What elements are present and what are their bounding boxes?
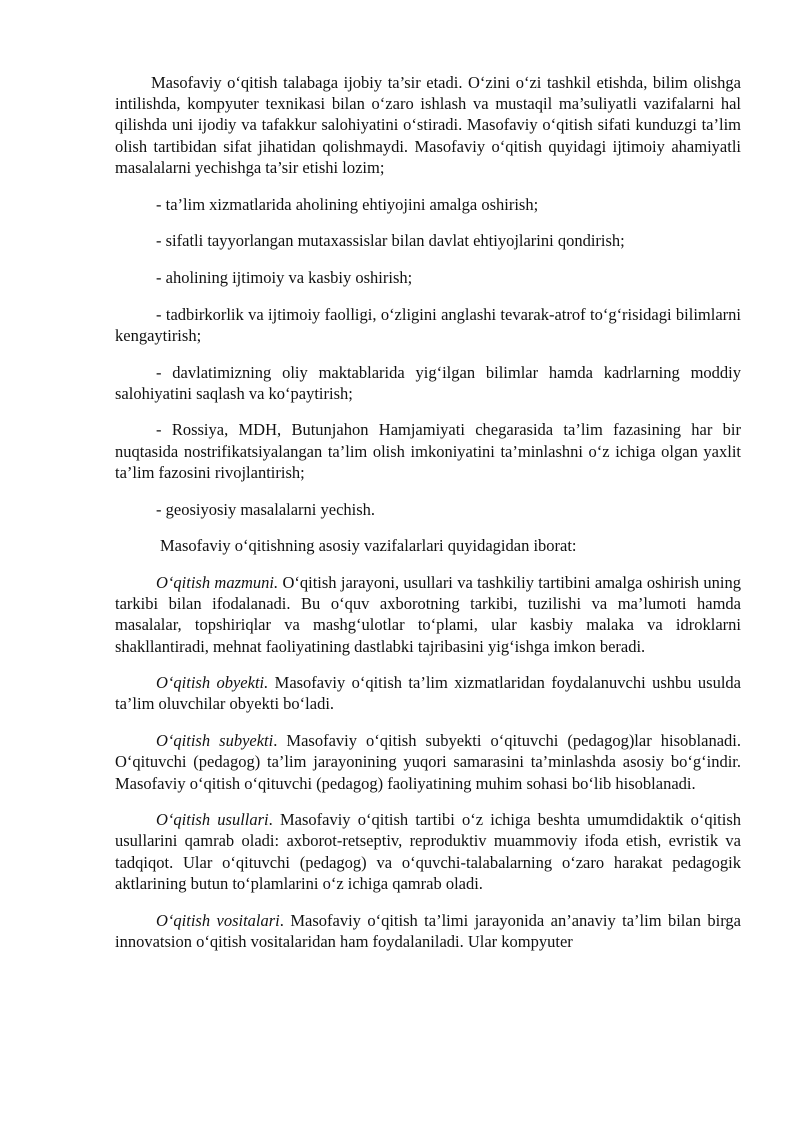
paragraph-content: O‘qitish mazmuni. O‘qitish jarayoni, usullari va tashkiliy tartibini amalga oshirish uning tarkibi bilan ifodalanadi. Bu o‘quv axborotning tarkibi, tuzilishi va ma’lumoti hamda masalalar, topshiriqlar va mashg‘ulotlar to‘plami, ular kasbiy malaka va idroklarni shakllantiradi, mehnat faoliyatining dastlabki tajribasini yig‘ishga imkon beradi. [115, 572, 742, 656]
list-item: - Rossiya, MDH, Butunjahon Hamjamiyati chegarasida ta’lim fazasining har bir nuqtasida nostrifikatsiyalangan ta’lim olish imkoniyatini ta’minlashni o‘z ichiga olgan yaxlit ta’lim fazosini rivojlantirish; [115, 420, 741, 482]
paragraph-intro: Masofaviy o‘qitish talabaga ijobiy ta’sir etadi. O‘zini o‘zi tashkil etishda, bilim olishga intilishda, kompyuter texnikasi bilan o‘zaro ishlash va mustaqil ma’suliyatli vazifalarni hal qilishda uni ijodiy va tafakkur salohiyatini o‘stiradi. Masofaviy o‘qitish sifati kunduzgi ta’lim olish tartibidan sifat jihatidan qolishmaydi. Masofaviy o‘qitish quyidagi ijtimoiy ahamiyatli masalalarni yechishga ta’sir etishi lozim; [115, 73, 741, 177]
paragraph-tasks-intro: Masofaviy o‘qitishning asosiy vazifalarlari quyidagidan iborat: [160, 536, 577, 556]
term-label: O‘qitish usullari [156, 810, 269, 830]
list-item: - geosiyosiy masalalarni yechish. [156, 499, 376, 519]
list-item: - davlatimizning oliy maktablarida yig‘ilgan bilimlar hamda kadrlarning moddiy salohiyatini saqlash va ko‘paytirish; [115, 362, 741, 403]
paragraph-object: O‘qitish obyekti. Masofaviy o‘qitish ta’lim xizmatlaridan foydalanuvchi ushbu usulda ta’lim oluvchilar obyekti bo‘ladi. [115, 673, 741, 714]
paragraph-tools: O‘qitish vositalari. Masofaviy o‘qitish ta’limi jarayonida an’anaviy ta’lim bilan birga innovatsion o‘qitish vositalaridan ham foydalaniladi. Ular kompyuter [115, 910, 741, 951]
term-label: O‘qitish obyekti. [156, 673, 269, 693]
list-item: - tadbirkorlik va ijtimoiy faolligi, o‘zligini anglashi tevarak-atrof to‘g‘risidagi bilimlarni kengaytirish; [115, 304, 741, 345]
term-label: O‘qitish mazmuni. [156, 572, 279, 592]
term-label: O‘qitish vositalari [156, 910, 280, 930]
list-item: - aholining ijtimoiy va kasbiy oshirish; [156, 267, 413, 287]
paragraph-subject: O‘qitish subyekti. Masofaviy o‘qitish subyekti o‘qituvchi (pedagog)lar hisoblanadi. O‘qituvchi (pedagog) ta’lim jarayonining yuqori samarasini ta’minlashda asosiy bo‘g‘indir. Masofaviy o‘qitish o‘qituvchi (pedagog) faoliyatining muhim sohasi bo‘lib hisoblanadi. [115, 731, 741, 793]
list-item: - sifatli tayyorlangan mutaxassislar bilan davlat ehtiyojlarini qondirish; [156, 231, 625, 251]
list-item: - ta’lim xizmatlarida aholining ehtiyojini amalga oshirish; [156, 194, 539, 214]
term-label: O‘qitish subyekti [156, 731, 274, 751]
document-page [115, 72, 741, 968]
paragraph-methods: O‘qitish usullari. Masofaviy o‘qitish tartibi o‘z ichiga beshta umumdidaktik o‘qitish usullarini qamrab oladi: axborot-retseptiv, reproduktiv muammoviy ifoda etish, evristik va tadqiqot. Ular o‘qituvchi (pedagog) va o‘quvchi-talabalarning o‘zaro harakat pedagogik aktlarining butun to‘plamlarini o‘z ichiga qamrab oladi. [115, 810, 741, 893]
